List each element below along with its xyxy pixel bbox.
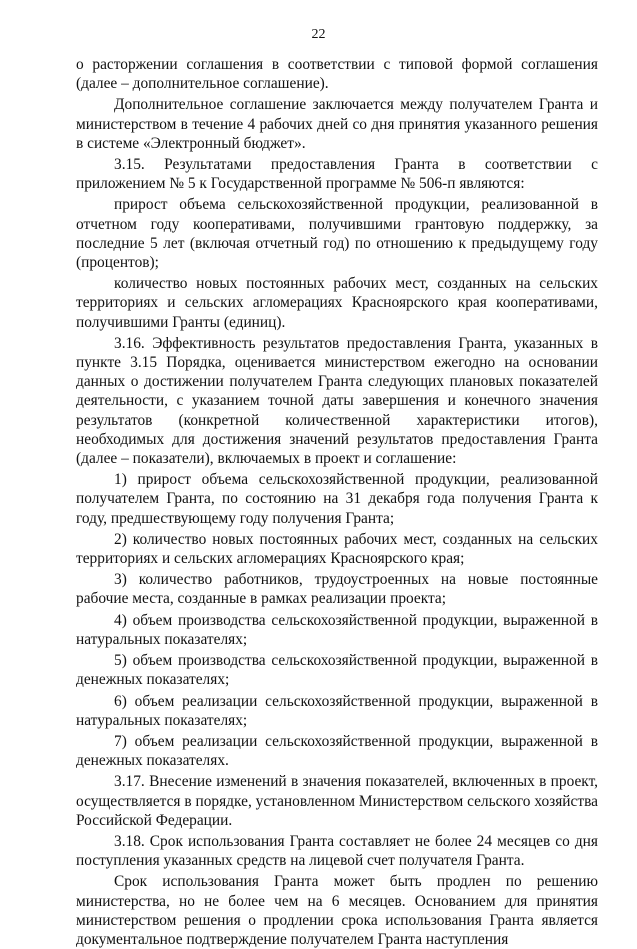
list-item-5: 5) объем производства сельскохозяйственной продукции, выраженной в денежных показателях; — [76, 652, 598, 689]
page-number: 22 — [311, 27, 326, 42]
paragraph-result-growth: прирост объема сельскохозяйственной продукции, реализованной в отчетном году кооперативами, получившими грантовую поддержку, за последние 5 лет (включая отчетный год) по отношению к предыдущему году (процентов); — [76, 196, 598, 272]
paragraph-continuation: о расторжении соглашения в соответствии с типовой формой соглашения (далее – дополнительное соглашение). — [76, 56, 598, 93]
paragraph-3-16: 3.16. Эффективность результатов предоставления Гранта, указанных в пункте 3.15 Порядка, оценивается министерством ежегодно на основании данных о достижении получателем Гранта следующих плановых показателей деятельности, с указанием точной даты завершения и конечного значения результатов (конкретной количественной характеристики итогов), необходимых для достижения значений результатов предоставления Гранта (далее – показатели), включаемых в проект и соглашение: — [76, 334, 598, 468]
list-item-3: 3) количество работников, трудоустроенных на новые постоянные рабочие места, созданные в рамках реализации проекта; — [76, 571, 598, 608]
paragraph-3-17: 3.17. Внесение изменений в значения показателей, включенных в проект, осуществляется в порядке, установленном Министерством сельского хозяйства Российской Федерации. — [76, 773, 598, 829]
list-item-7: 7) объем реализации сельскохозяйственной продукции, выраженной в денежных показателях. — [76, 732, 598, 770]
list-item-4: 4) объем производства сельскохозяйственной продукции, выраженной в натуральных показателях; — [76, 611, 598, 648]
paragraph-result-jobs: количество новых постоянных рабочих мест, созданных на сельских территориях и сельских агломерациях Красноярского края кооперативами, получившими Гранты (единиц). — [76, 275, 598, 331]
paragraph-3-15: 3.15. Результатами предоставления Гранта в соответствии с приложением № 5 к Государственной программе № 506-п являются: — [76, 156, 598, 193]
paragraph-extension: Срок использования Гранта может быть продлен по решению министерства, но не более чем на 6 месяцев. Основанием для принятия министерством решения о продлении срока использования Гранта является документальное подтверждение получателем Гранта наступления — [76, 873, 598, 948]
list-item-6: 6) объем реализации сельскохозяйственной продукции, выраженной в натуральных показателях; — [76, 692, 598, 729]
paragraph-3-18: 3.18. Срок использования Гранта составляет не более 24 месяцев со дня поступления указанных средств на лицевой счет получателя Гранта. — [76, 832, 598, 870]
list-item-2: 2) количество новых постоянных рабочих мест, созданных на сельских территориях и сельских агломерациях Красноярского края; — [76, 530, 598, 568]
list-item-1: 1) прирост объема сельскохозяйственной продукции, реализованной получателем Гранта, по состоянию на 31 декабря года получения Гранта к году, предшествующему году получения Гранта; — [76, 471, 598, 527]
document-body — [76, 55, 598, 949]
paragraph-additional-agreement: Дополнительное соглашение заключается между получателем Гранта и министерством в течение 4 рабочих дней со дня принятия указанного решения в системе «Электронный бюджет». — [76, 96, 598, 152]
